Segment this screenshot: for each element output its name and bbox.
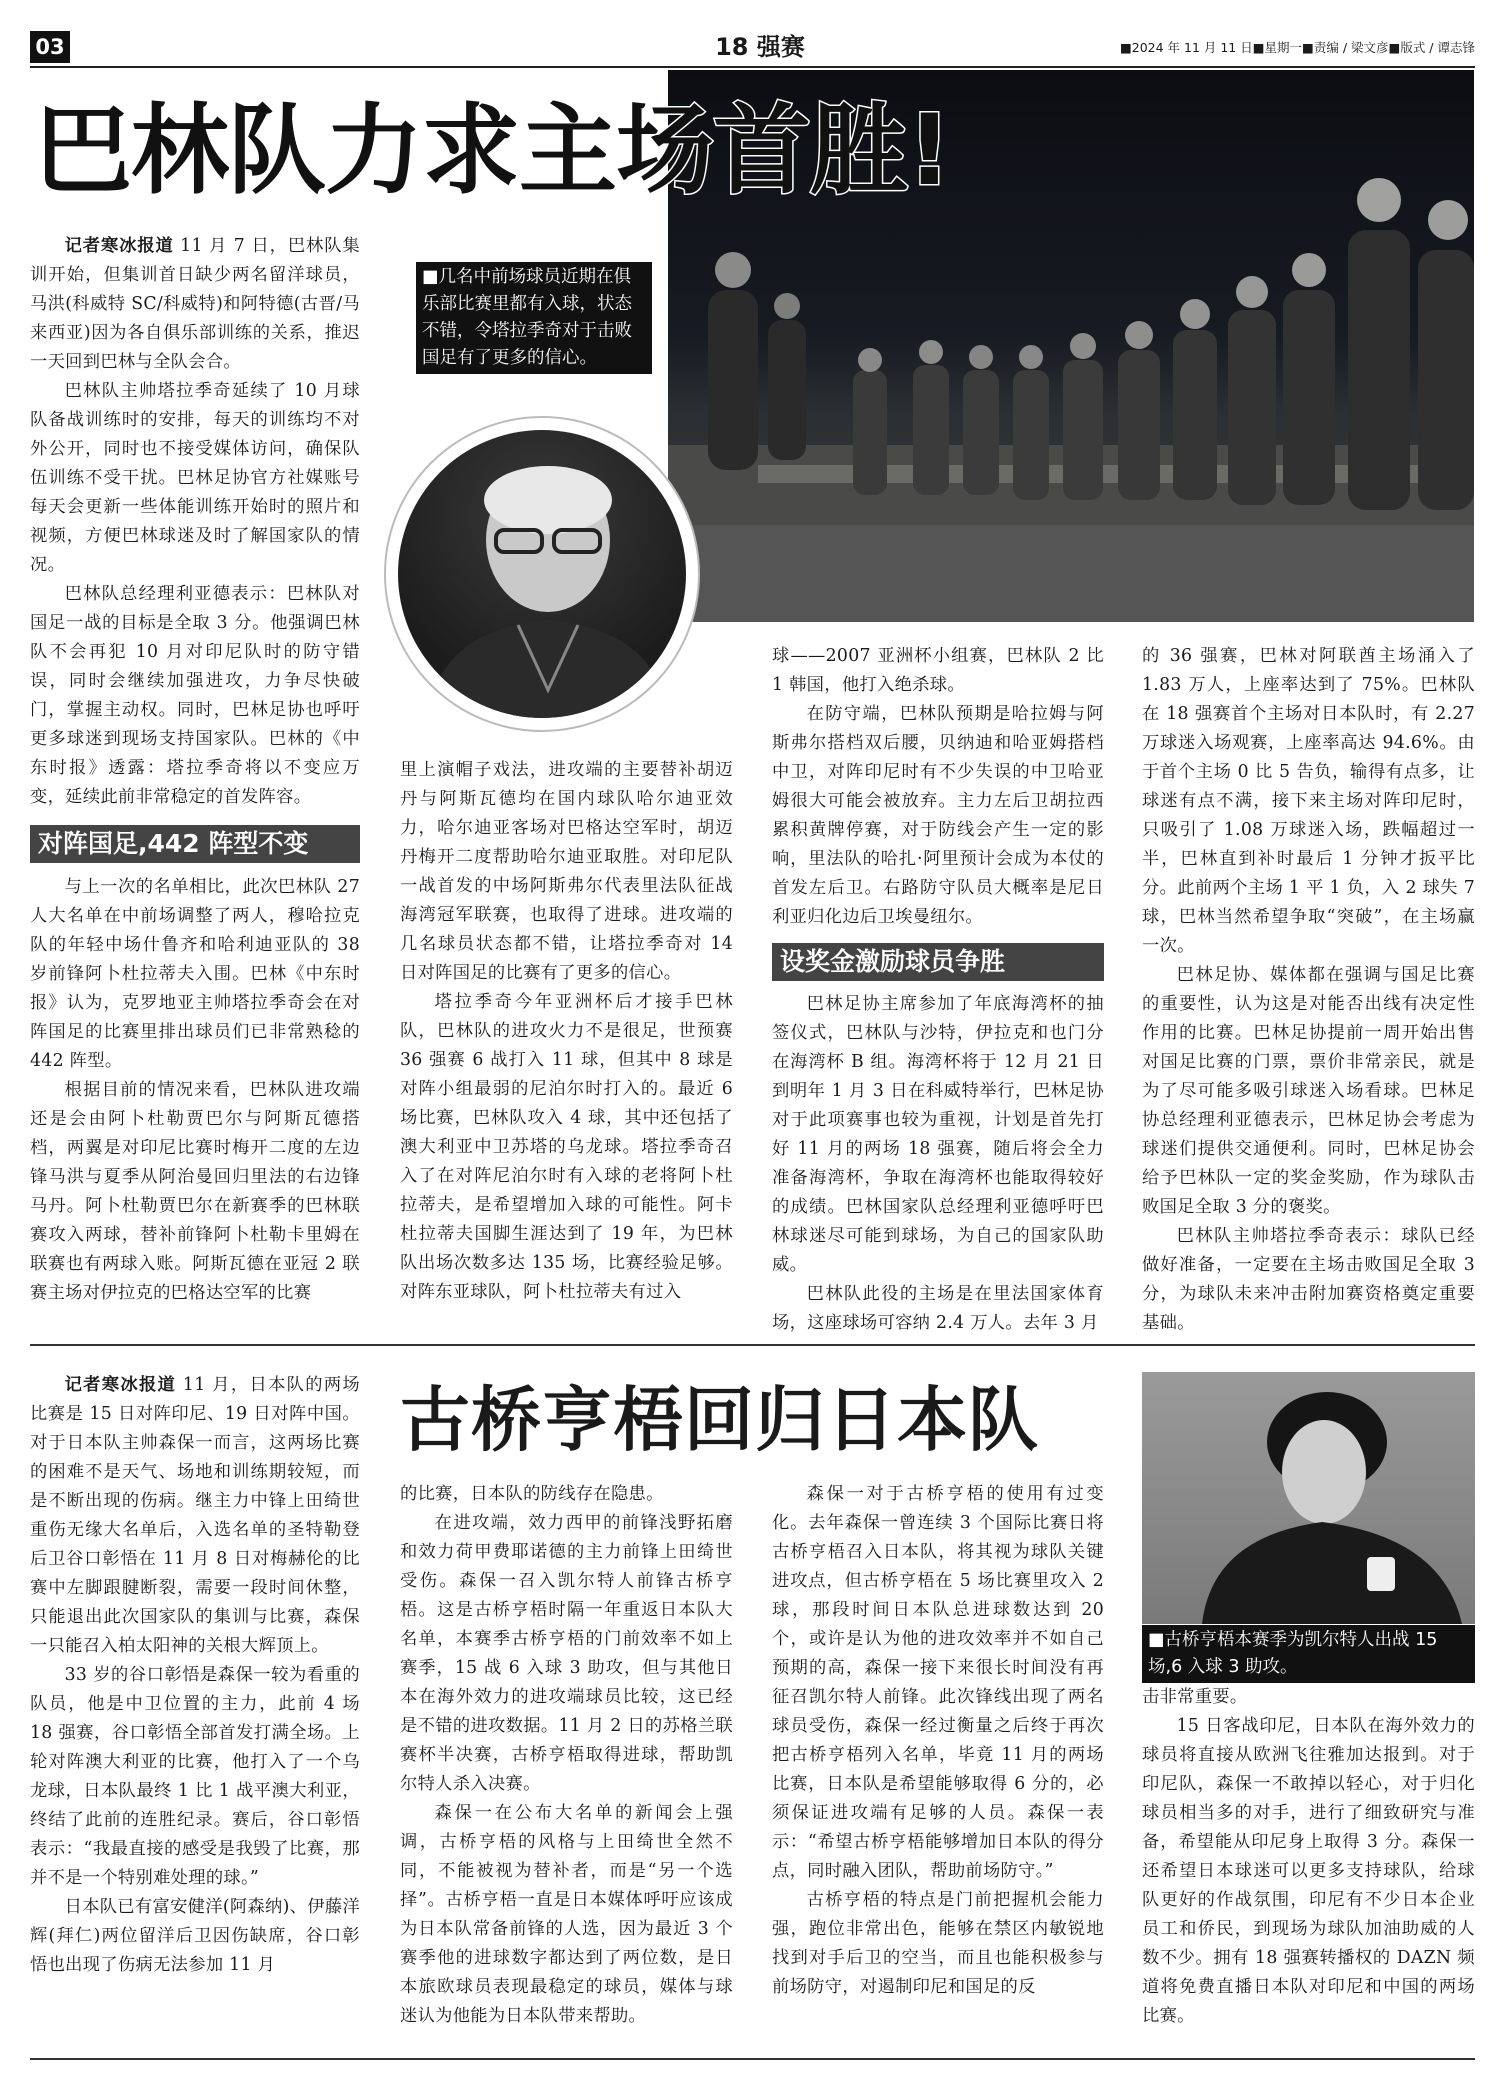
photo-caption-furuhashi: ■古桥亨梧本赛季为凯尔特人出战 15 场,6 入球 3 助攻。 bbox=[1142, 1625, 1475, 1683]
story1-column-1 bbox=[30, 232, 360, 812]
furuhashi-illustration bbox=[1142, 1372, 1475, 1624]
story1-paragraph: 与上一次的名单相比，此次巴林队 27 人大名单在中前场调整了两人，穆哈拉克队的年轻中场什鲁齐和哈利迪亚队的 38 岁前锋阿卜杜拉蒂夫入围。巴林《中东时报》认为，克罗地亚主帅塔拉季奇会在对阵国足的比赛里排出球员们已非常熟稔的 442 阵型。 bbox=[30, 877, 360, 1071]
headline-japan: 古桥亨梧回归日本队 bbox=[400, 1379, 1039, 1461]
story1-paragraph: 根据目前的情况来看，巴林队进攻端还是会由阿卜杜勒贾巴尔与阿斯瓦德搭档，两翼是对印尼比赛时梅开二度的左边锋马洪与夏季从阿治曼回归里法的右边锋马丹。阿卜杜勒贾巴尔在新赛季的巴林联赛攻入两球，替补前锋阿卜杜勒卡里姆在联赛也有两球入账。阿斯瓦德在亚冠 2 联赛主场对伊拉克的巴格达空军的比赛 bbox=[30, 1080, 360, 1303]
page-header bbox=[30, 28, 1475, 68]
story1-paragraph: 巴林队此役的主场是在里法国家体育场，这座球场可容纳 2.4 万人。去年 3 月 bbox=[772, 1284, 1104, 1333]
story2-column-3 bbox=[772, 1480, 1104, 2002]
story1-paragraph: 塔拉季奇今年亚洲杯后才接手巴林队，巴林队的进攻火力不是很足，世预赛 36 强赛 6 战打入 11 球，但其中 8 球是对阵小组最弱的尼泊尔时打入的。最近 6 场比赛，巴林队攻入 4 球，其中还包括了澳大利亚中卫苏塔的乌龙球。塔拉季奇召入了在对阵尼泊尔时有入球的老将阿卜杜拉蒂夫，是希望增加入球的可能性。阿卡杜拉蒂夫国脚生涯达到了 19 年，为巴林队出场次数多达 135 场，比赛经验足够。对阵东亚球队，阿卜杜拉蒂夫有过入 bbox=[400, 992, 733, 1302]
story2-column-1 bbox=[30, 1371, 360, 1980]
story1-paragraph: 巴林队主帅塔拉季奇延续了 10 月球队备战训练时的安排，每天的训练均不对外公开，同时也不接受媒体访问，确保队伍训练不受干扰。巴林足协官方社媒账号每天会更新一些体能训练开始时的照片和视频，方便巴林球迷及时了解国家队的情况。 bbox=[30, 381, 360, 575]
story1-paragraph: 在防守端，巴林队预期是哈拉姆与阿斯弗尔搭档双后腰，贝纳迪和哈亚姆搭档中卫，对阵印尼时有不少失误的中卫哈亚姆很大可能会被放弃。主力左后卫胡拉西累积黄牌停赛，对于防线会产生一定的影响，里法队的哈扎·阿里预计会成为本仗的首发左后卫。右路防守队员大概率是尼日利亚归化边后卫埃曼纽尔。 bbox=[772, 704, 1104, 927]
headline-part-2: 主场首胜! bbox=[519, 94, 951, 208]
section-title: 18 强赛 bbox=[715, 33, 805, 61]
furuhashi-photo bbox=[1142, 1372, 1475, 1624]
story2-paragraph: 记者寒冰报道 11 月，日本队的两场比赛是 15 日对阵印尼、19 日对阵中国。对于日本队主帅森保一而言，这两场比赛的困难不是天气、场地和训练期较短，而是不断出现的伤病。继主力中锋上田绮世重伤无缘大名单后，入选名单的圣特勒登后卫谷口彰悟在 11 月 8 日对梅赫伦的比赛中左脚跟腱断裂，需要一段时间休整，只能退出此次国家队的集训与比赛，森保一只能召入柏太阳神的关根大辉顶上。 bbox=[30, 1375, 360, 1656]
subhead-442: 对阵国足,442 阵型不变 bbox=[30, 825, 360, 863]
story2-paragraph: 古桥亨梧的特点是门前把握机会能力强，跑位非常出色，能够在禁区内敏锐地找到对手后卫的空当，而且也能积极参与前场防守，对遏制印尼和国足的反 bbox=[772, 1890, 1104, 1997]
story1-paragraph: 里上演帽子戏法，进攻端的主要替补胡迈丹与阿斯瓦德均在国内球队哈尔迪亚效力，哈尔迪亚客场对巴格达空军时，胡迈丹梅开二度帮助哈尔迪亚取胜。对印尼队一战首发的中场阿斯弗尔代表里法队征战海湾冠军联赛，也取得了进球。进攻端的几名球员状态都不错，让塔拉季奇对 14 日对阵国足的比赛有了更多的信心。 bbox=[400, 760, 733, 983]
story1-column-1b bbox=[30, 873, 360, 1308]
story1-paragraph: 巴林足协主席参加了年底海湾杯的抽签仪式，巴林队与沙特，伊拉克和也门分在海湾杯 B 组。海湾杯将于 12 月 21 日到明年 1 月 3 日在科威特举行，巴林足协对于此项赛事也较为重视，计划是首先打好 11 月的两场 18 强赛，随后将会全力准备海湾杯，争取在海湾杯也能取得较好的成绩。巴林国家队总经理利亚德呼吁巴林球迷尽可能到球场，为自己的国家队助威。 bbox=[772, 994, 1104, 1275]
story1-paragraph: 巴林队总经理利亚德表示：巴林队对国足一战的目标是全取 3 分。他强调巴林队不会再犯 10 月对印尼队时的防守错误，同时会继续加强进攻，力争尽快破门，掌握主动权。同时，巴林足协也呼吁更多球迷到现场支持国家队。巴林的《中东时报》透露：塔拉季奇将以不变应万变，延续此前非常稳定的首发阵容。 bbox=[30, 584, 360, 807]
headline-bahrain bbox=[34, 86, 1124, 216]
header-meta: ■2024 年 11 月 11 日■星期一■责编 / 梁文彦■版式 / 谭志锋 bbox=[1119, 40, 1475, 55]
story1-paragraph: 球——2007 亚洲杯小组赛，巴林队 2 比 1 韩国，他打入绝杀球。 bbox=[772, 646, 1104, 695]
story1-paragraph: 巴林队主帅塔拉季奇表示：球队已经做好准备，一定要在主场击败国足全取 3 分，为球队未来冲击附加赛资格奠定重要基础。 bbox=[1142, 1226, 1475, 1333]
story1-column-2 bbox=[400, 756, 733, 1307]
story2-paragraph: 击非常重要。 bbox=[1142, 1687, 1248, 1707]
story-divider bbox=[30, 1344, 1475, 1346]
headline-part-1: 巴林队力求 bbox=[34, 94, 520, 208]
story1-paragraph: 记者寒冰报道 11 月 7 日，巴林队集训开始，但集训首日缺少两名留洋球员，马洪(科威特 SC/科威特)和阿特德(古晋/马来西亚)因为各自俱乐部训练的关系，推迟一天回到巴林与全队会合。 bbox=[30, 236, 360, 372]
reporter-byline: 记者寒冰报道 bbox=[64, 236, 174, 256]
reporter-byline: 记者寒冰报道 bbox=[64, 1375, 177, 1395]
story1-paragraph: 巴林足协、媒体都在强调与国足比赛的重要性，认为这是对能否出线有决定性作用的比赛。巴林足协提前一周开始出售对国足比赛的门票，票价非常亲民，就是为了尽可能多吸引球迷入场看球。巴林足协总经理利亚德表示，巴林足协会考虑为球迷们提供交通便利。同时，巴林足协会给予巴林队一定的奖金奖励，作为球队击败国足全取 3 分的褒奖。 bbox=[1142, 965, 1475, 1217]
story2-paragraph: 在进攻端，效力西甲的前锋浅野拓磨和效力荷甲费耶诺德的主力前锋上田绮世受伤。森保一召入凯尔特人前锋古桥亨梧。这是古桥亨梧时隔一年重返日本队大名单，本赛季古桥亨梧的门前效率不如上赛季，15 战 6 入球 3 助攻，但与其他日本在海外效力的进攻端球员比较，这已经是不错的进攻数据。11 月 2 日的苏格兰联赛杯半决赛，古桥亨梧取得进球，帮助凯尔特人杀入决赛。 bbox=[400, 1513, 733, 1794]
story1-column-3b bbox=[772, 990, 1104, 1338]
story1-column-3 bbox=[772, 642, 1104, 932]
coach-portrait-illustration bbox=[398, 430, 686, 718]
story2-paragraph: 日本队已有富安健洋(阿森纳)、伊藤洋辉(拜仁)两位留洋后卫因伤缺席，谷口彰悟也出现了伤病无法参加 11 月 bbox=[30, 1897, 360, 1975]
story1-paragraph: 的 36 强赛，巴林对阿联酋主场涌入了 1.83 万人，上座率达到了 75%。巴林队在 18 强赛首个主场对日本队时，有 2.27 万球迷入场观赛，上座率高达 94.6%。由于首个主场 0 比 5 告负，输得有点多，让球迷有点不满，接下来主场对阵印尼时，只吸引了 1.08 万球迷入场，跌幅超过一半，巴林直到补时最后 1 分钟才扳平比分。此前两个主场 1 平 1 负，入 2 球失 7 球，巴林当然希望争取“突破”，在主场赢一次。 bbox=[1142, 646, 1475, 956]
subhead-bonus: 设奖金激励球员争胜 bbox=[772, 943, 1104, 981]
story2-column-4 bbox=[1142, 1683, 1475, 2031]
page-number: 03 bbox=[30, 31, 70, 63]
photo-caption-bahrain: ■几名中前场球员近期在俱乐部比赛里都有入球，状态不错，令塔拉季奇对于击败国足有了更多的信心。 bbox=[416, 262, 652, 374]
story2-paragraph: 15 日客战印尼，日本队在海外效力的球员将直接从欧洲飞往雅加达报到。对于印尼队，森保一不敢掉以轻心，对于归化球员相当多的对手，进行了细致研究与准备，希望能从印尼身上取得 3 分。森保一还希望日本球迷可以更多支持球队，给球队更好的作战氛围，印尼有不少日本企业员工和侨民，到现场为球队加油助威的人数不少。拥有 18 强赛转播权的 DAZN 频道将免费直播日本队对印尼和中国的两场比赛。 bbox=[1142, 1716, 1475, 2026]
story2-column-2 bbox=[400, 1480, 733, 2031]
story2-paragraph: 33 岁的谷口彰悟是森保一较为看重的队员，他是中卫位置的主力，此前 4 场 18 强赛，谷口彰悟全部首发打满全场。上轮对阵澳大利亚的比赛，他打入了一个乌龙球，日本队最终 1 比 1 战平澳大利亚，终结了此前的连胜纪录。赛后，谷口彰悟表示：“我最直接的感受是我毁了比赛，那并不是一个特别难处理的球。” bbox=[30, 1665, 360, 1888]
story2-paragraph: 森保一在公布大名单的新闻会上强调，古桥亨梧的风格与上田绮世全然不同，不能被视为替补者，而是“另一个选择”。古桥亨梧一直是日本媒体呼吁应该成为日本队常备前锋的人选，因为最近 3 个赛季他的进球数字都达到了两位数，是日本旅欧球员表现最稳定的球员，媒体与球迷认为他能为日本队带来帮助。 bbox=[400, 1803, 733, 2026]
story2-paragraph: 森保一对于古桥亨梧的使用有过变化。去年森保一曾连续 3 个国际比赛日将古桥亨梧召入日本队，将其视为球队关键进攻点，但古桥亨梧在 5 场比赛里攻入 2 球，那段时间日本队总进球数达到 20 个，或许是认为他的进攻效率并不如自己预期的高，森保一接下来很长时间没有再征召凯尔特人前锋。此次锋线出现了两名球员受伤，森保一经过衡量之后终于再次把古桥亨梧列入名单，毕竟 11 月的两场比赛，日本队是希望能够取得 6 分的，必须保证进攻端有足够的人员。森保一表示：“希望古桥亨梧能够增加日本队的得分点，同时融入团队，帮助前场防守。” bbox=[772, 1484, 1104, 1881]
story2-paragraph: 的比赛，日本队的防线存在隐患。 bbox=[400, 1484, 664, 1504]
bottom-rule bbox=[30, 2058, 1475, 2060]
story1-column-4 bbox=[1142, 642, 1475, 1338]
coach-portrait-photo bbox=[398, 430, 686, 718]
